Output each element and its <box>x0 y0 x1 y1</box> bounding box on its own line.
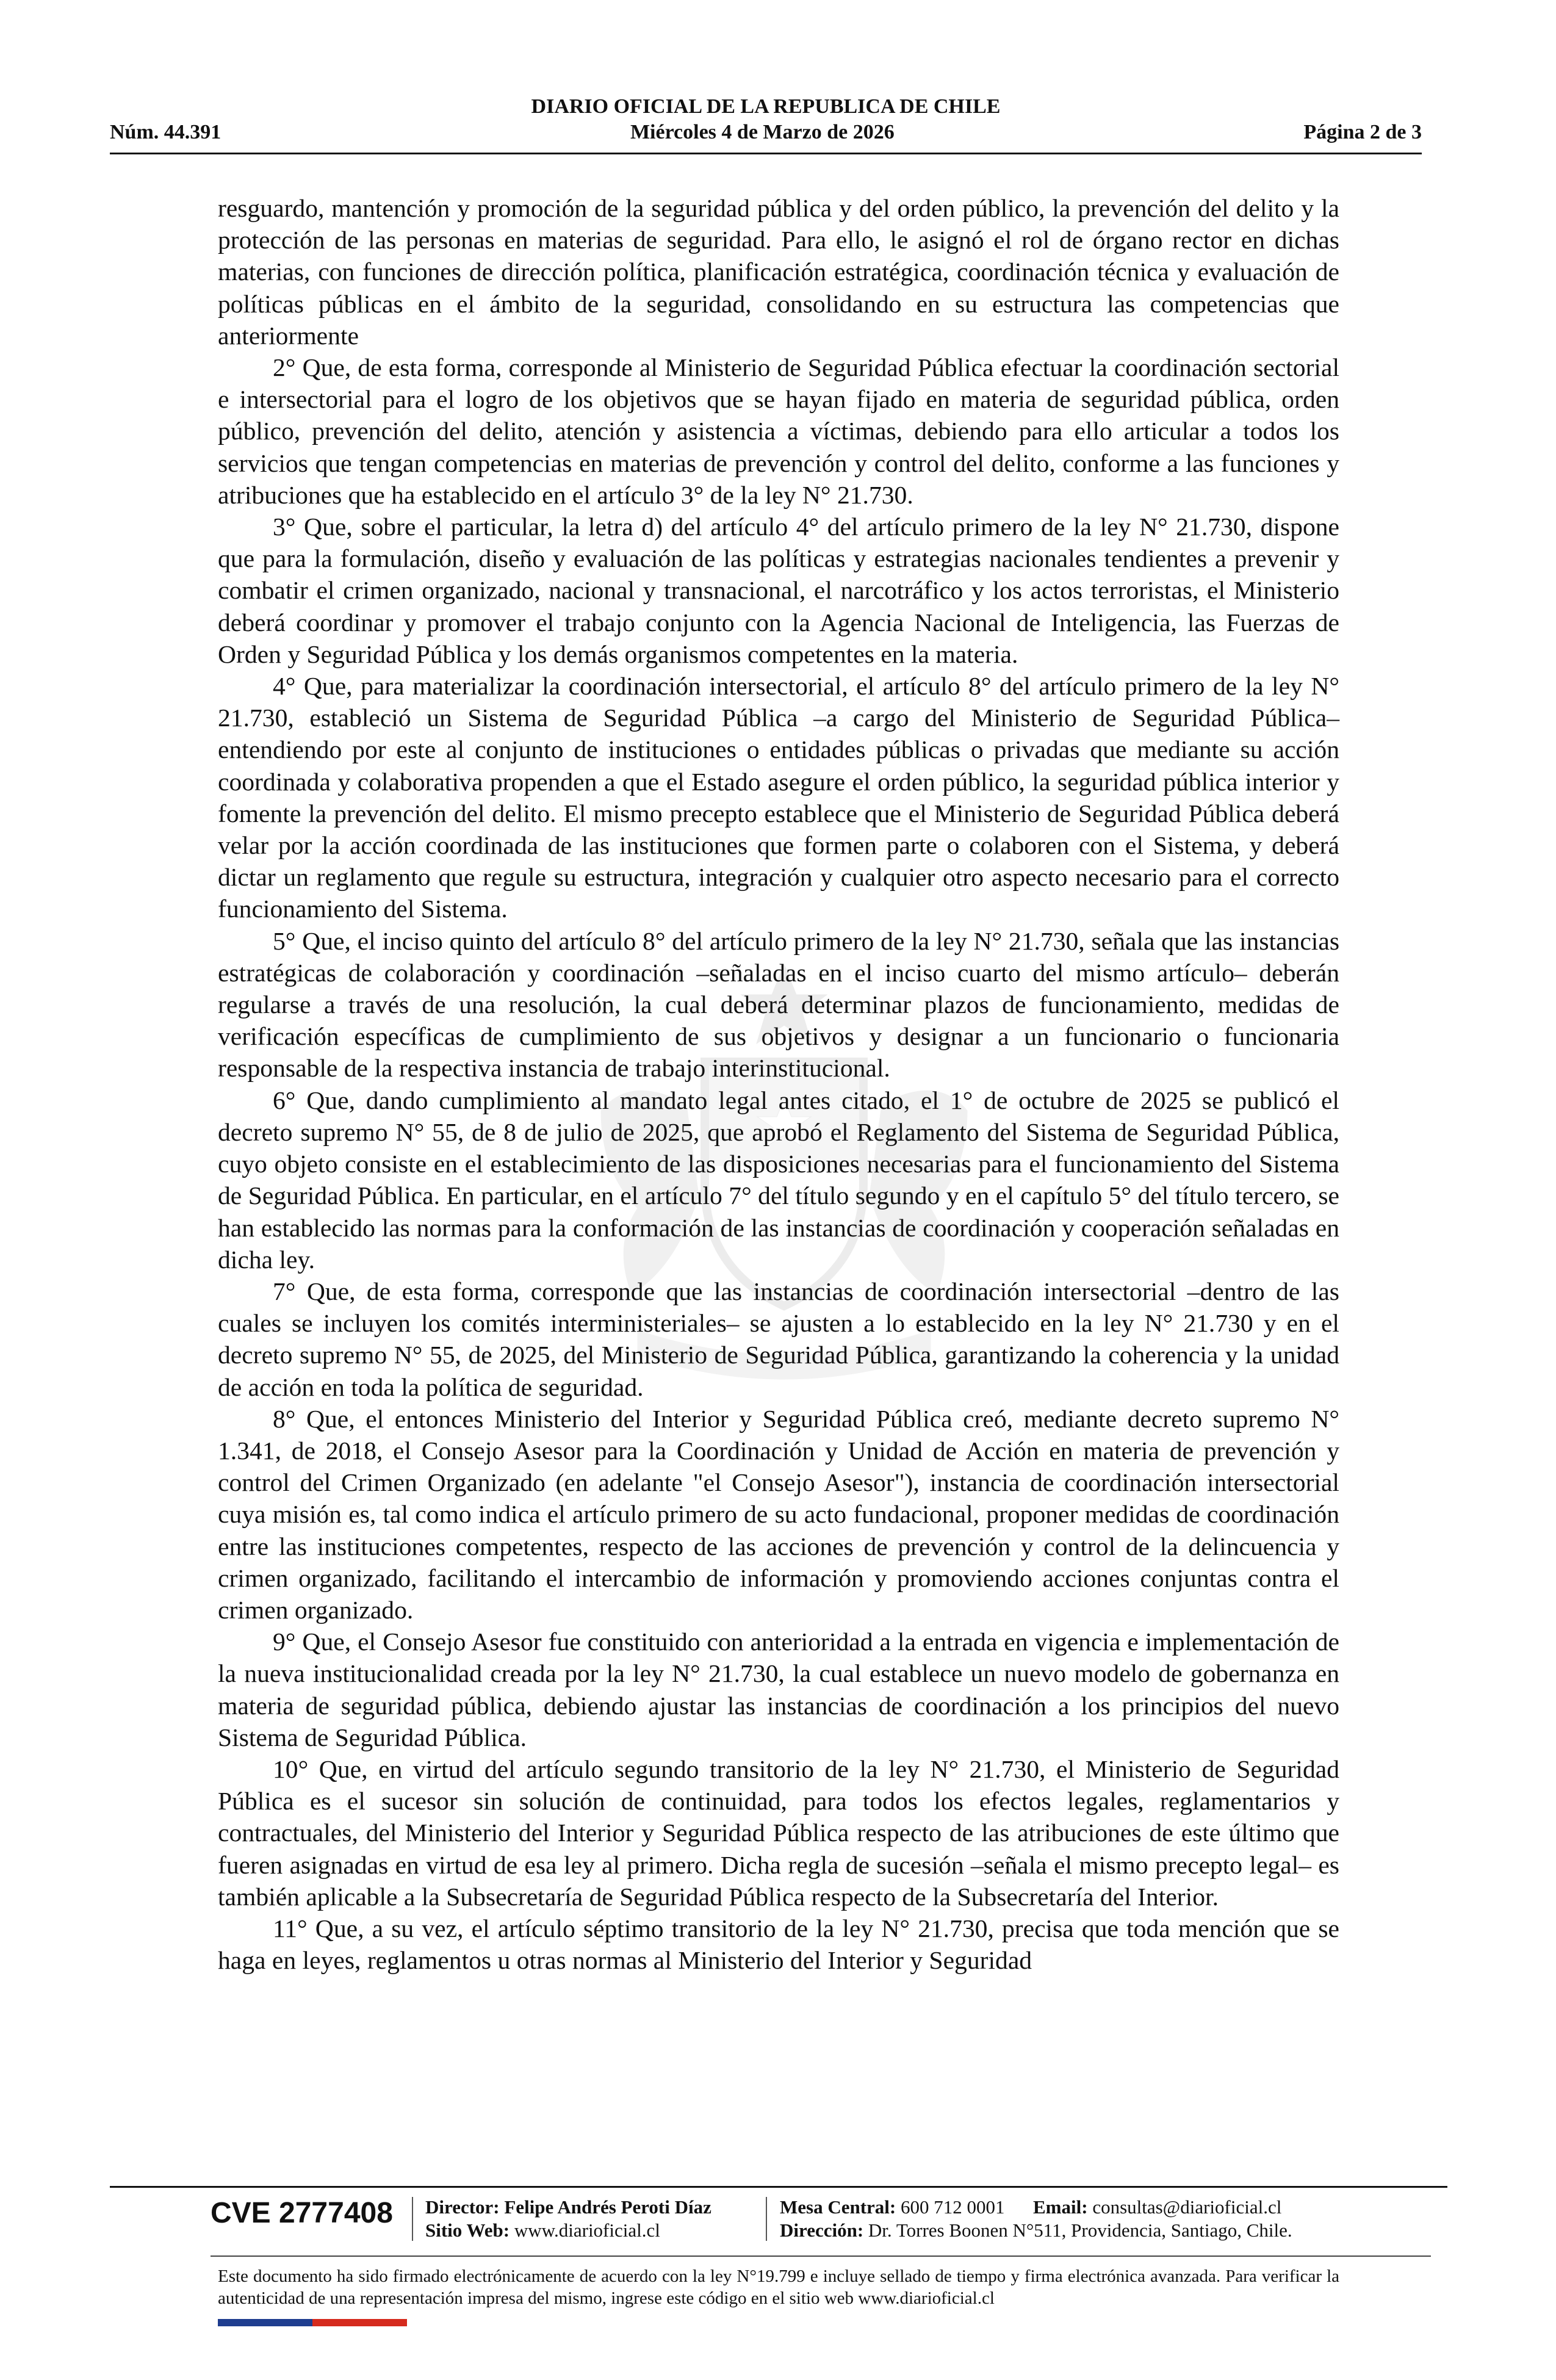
mesa-label: Mesa Central: <box>780 2196 896 2218</box>
paragraph: resguardo, mantención y promoción de la seguridad pública y del orden público, la prevención del delito y la protección de las personas en materias de seguridad. Para ello, le asignó el rol de órgano rector en dichas materias, con funciones de dirección política, planificación estratégica, coordinación técnica y evaluación de políticas públicas en el ámbito de la seguridad, consolidando en su estructura las competencias que anteriormente <box>218 194 1339 350</box>
mesa-phone: 600 712 0001 <box>901 2196 1005 2218</box>
issue-number: Núm. 44.391 <box>110 121 222 143</box>
footer-director-block <box>425 2196 711 2242</box>
footer-separator <box>766 2197 767 2241</box>
paragraph: 5° Que, el inciso quinto del artículo 8° del artículo primero de la ley N° 21.730, señala que las instancias estratégicas de colaboración y coordinación –señaladas en el inciso cuarto del mismo artículo– deberán regularse a través de una resolución, la cual deberá determinar plazos de funcionamiento, medidas de verificación específicas de cumplimiento de sus objetivos y designar a un funcionario o funcionaria responsable de la respectiva instancia de trabajo interinstitucional. <box>218 926 1339 1083</box>
address-label: Dirección: <box>780 2220 864 2241</box>
page-indicator: Página 2 de 3 <box>1303 121 1422 143</box>
paragraph: 11° Que, a su vez, el artículo séptimo transitorio de la ley N° 21.730, precisa que toda mención que se haga en leyes, reglamentos u otras normas al Ministerio del Interior y Seguridad <box>218 1914 1339 1975</box>
footer-divider <box>110 2186 1447 2188</box>
flag-color-bar <box>218 2319 407 2326</box>
paragraph: 4° Que, para materializar la coordinación intersectorial, el artículo 8° del artículo primero de la ley N° 21.730, estableció un Sistema de Seguridad Pública –a cargo del Ministerio de Seguridad Pública– entendiendo por este al conjunto de instituciones o entidades públicas o privadas que mediante su acción coordinada y colaborativa propenden a que el Estado asegure el orden público, la seguridad pública interior y fomente la prevención del delito. El mismo precepto establece que el Ministerio de Seguridad Pública deberá velar por la acción coordinada de las instituciones que formen parte o colaboren con el Sistema, y deberá dictar un reglamento que regule su estructura, integración y cualquier otro aspecto necesario para el correcto funcionamiento del Sistema. <box>218 672 1339 923</box>
header-meta-row <box>110 120 1422 145</box>
paragraph: 9° Que, el Consejo Asesor fue constituido con anterioridad a la entrada en vigencia e implementación de la nueva institucionalidad creada por la ley N° 21.730, la cual establece un nuevo modelo de gobernanza en materia de seguridad pública, debiendo ajustar las instancias de coordinación a los principios del nuevo Sistema de Seguridad Pública. <box>218 1628 1339 1751</box>
director-name: Felipe Andrés Peroti Díaz <box>504 2196 711 2218</box>
issue-date: Miércoles 4 de Marzo de 2026 <box>630 121 895 143</box>
flag-blue-segment <box>218 2319 312 2326</box>
paragraph: 7° Que, de esta forma, corresponde que las instancias de coordinación intersectorial –dentro de las cuales se incluyen los comités interministeriales– se ajusten a lo establecido en la ley N° 21.730 y en el decreto supremo N° 55, de 2025, del Ministerio de Seguridad Pública, garantizando la coherencia y la unidad de acción en toda la política de seguridad. <box>218 1277 1339 1401</box>
publication-title: DIARIO OFICIAL DE LA REPUBLICA DE CHILE <box>531 95 1001 118</box>
email-label: Email: <box>1033 2196 1088 2218</box>
email-link[interactable]: consultas@diarioficial.cl <box>1092 2196 1282 2218</box>
paragraph: 6° Que, dando cumplimiento al mandato legal antes citado, el 1° de octubre de 2025 se publicó el decreto supremo N° 55, de 8 de julio de 2025, que aprobó el Reglamento del Sistema de Seguridad Pública, cuyo objeto consiste en el establecimiento de las disposiciones necesarias para el funcionamiento del Sistema de Seguridad Pública. En particular, en el artículo 7° del título segundo y en el capítulo 5° del título tercero, se han establecido las normas para la conformación de las instancias de coordinación y cooperación señaladas en dicha ley. <box>218 1086 1339 1274</box>
paragraph: 2° Que, de esta forma, corresponde al Ministerio de Seguridad Pública efectuar la coordinación sectorial e intersectorial para el logro de los objetivos que se hayan fijado en materia de seguridad pública, orden público, prevención del delito, atención y asistencia a víctimas, debiendo para ello articular a todos los servicios que tengan competencias en materias de prevención y control del delito, conforme a las funciones y atribuciones que ha establecido en el artículo 3° de la ley N° 21.730. <box>218 353 1339 509</box>
footer-separator <box>412 2197 413 2241</box>
page-header <box>110 95 1422 156</box>
footer-contact-block <box>780 2196 1292 2242</box>
paragraph: 3° Que, sobre el particular, la letra d) del artículo 4° del artículo primero de la ley N° 21.730, dispone que para la formulación, diseño y evaluación de las políticas y estrategias nacionales tendientes a prevenir y combatir el crimen organizado, nacional y transnacional, el narcotráfico y los actos terroristas, el Ministerio deberá coordinar y promover el trabajo conjunto con la Agencia Nacional de Inteligencia, las Fuerzas de Orden y Seguridad Pública y los demás organismos competentes en la materia. <box>218 513 1339 668</box>
director-label: Director: <box>425 2196 500 2218</box>
header-divider <box>110 153 1422 154</box>
paragraph: 8° Que, el entonces Ministerio del Interior y Seguridad Pública creó, mediante decreto supremo N° 1.341, de 2018, el Consejo Asesor para la Coordinación y Unidad de Acción en materia de prevención y control del Crimen Organizado (en adelante "el Consejo Asesor"), instancia de coordinación intersectorial cuya misión es, tal como indica el artículo primero de su acto fundacional, proponer medidas de coordinación entre las instituciones competentes, respecto de las acciones de prevención y control de la delincuencia y crimen organizado, facilitando el intercambio de información y promoviendo acciones conjuntas contra el crimen organizado. <box>218 1404 1339 1624</box>
site-label: Sitio Web: <box>425 2220 510 2241</box>
footer-divider-thin <box>211 2256 1431 2257</box>
paragraph: 10° Que, en virtud del artículo segundo transitorio de la ley N° 21.730, el Ministerio de Seguridad Pública es el sucesor sin solución de continuidad, para todos los efectos legales, reglamentarios y contractuales, del Ministerio del Interior y Seguridad Pública respecto de las atribuciones de este último que fueren asignadas en virtud de esa ley al primero. Dicha regla de sucesión –señala el mismo precepto legal– es también aplicable a la Subsecretaría de Seguridad Pública respecto de la Subsecretaría del Interior. <box>218 1754 1339 1911</box>
cve-code: CVE 2777408 <box>211 2197 393 2229</box>
flag-red-segment <box>312 2319 407 2326</box>
address-value: Dr. Torres Boonen N°511, Providencia, Santiago, Chile. <box>868 2220 1292 2241</box>
document-body <box>218 192 1339 1976</box>
site-link[interactable]: www.diarioficial.cl <box>514 2220 660 2241</box>
electronic-signature-disclaimer: Este documento ha sido firmado electrónicamente de acuerdo con la ley N°19.799 e incluye sellado de tiempo y firma electrónica avanzada. Para verificar la autenticidad de una representación impresa del mismo, ingrese este código en el sitio web www.diarioficial.cl <box>218 2266 1339 2308</box>
